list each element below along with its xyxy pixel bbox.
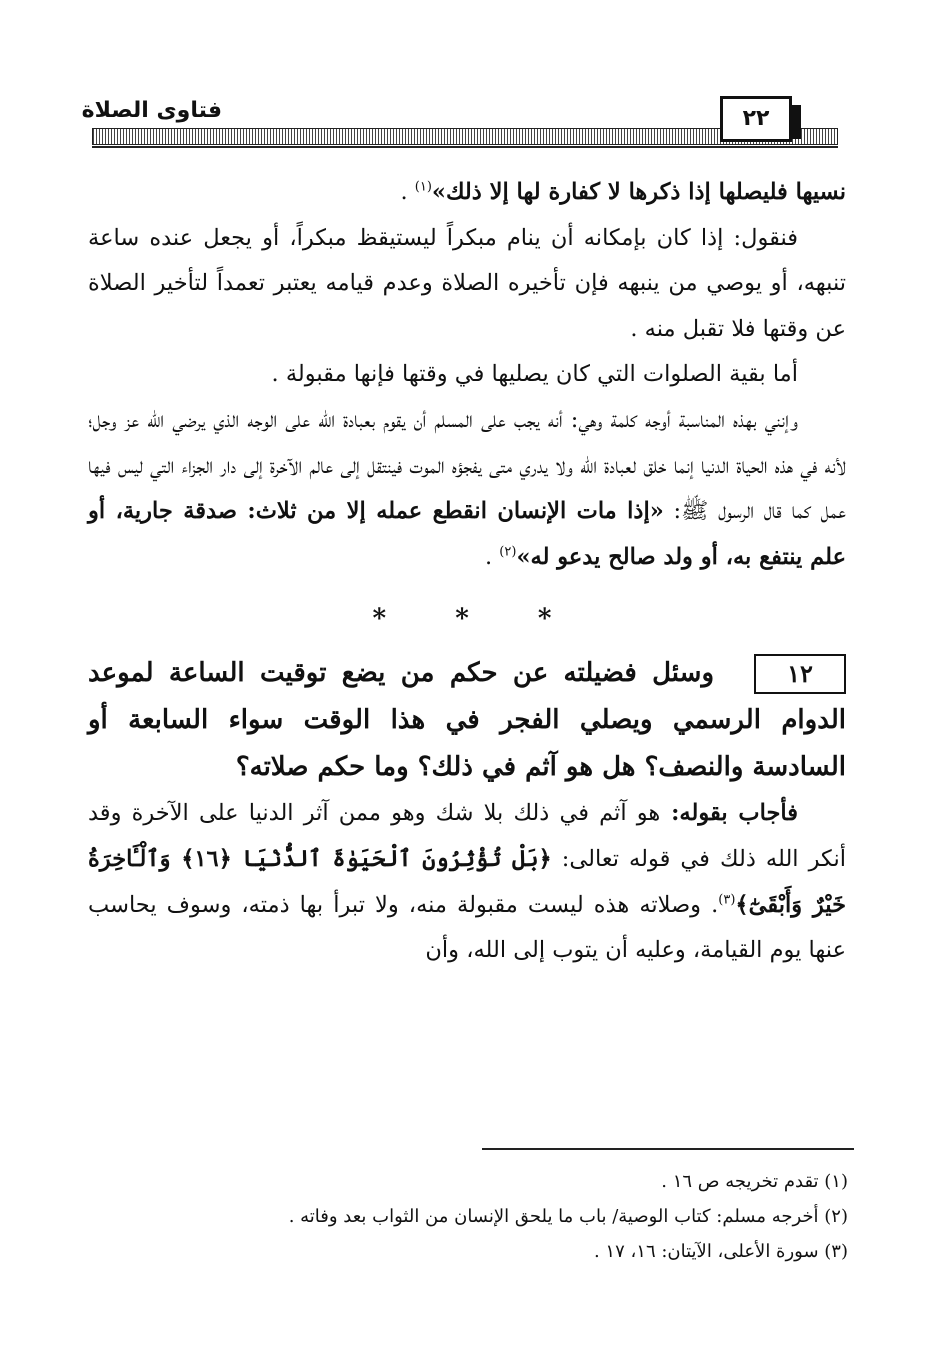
footnote-1: (١) تقدم تخريجه ص ١٦ . [661,1171,848,1192]
footnote-2: (٢) أخرجه مسلم: كتاب الوصية/ باب ما يلحق الإنسان من الثواب بعد وفاته . [288,1206,848,1227]
footnotes [88,1164,848,1269]
footnote-ref-2: (٢) [499,544,517,560]
page-header [0,0,928,150]
answer-text-continued: . وصلاته هذه ليست مقبولة منه، ولا تبرأ بها ذمته، وسوف يحاسب عنها يوم القيامة، وعليه أن يتوب إلى الله، وأن [88,891,846,964]
question-number: ١٢ [754,654,846,694]
page-body [88,170,846,974]
paragraph-answer: فنقول: إذا كان بإمكانه أن ينام مبكراً ليستيقظ مبكراً، أو يجعل عنده ساعة تنبهه، أو يوصي من ينبهه فإن تأخيره الصلاة وعدم قيامه يعتبر تعمداً لتأخير الصلاة عن وقتها فلا تقبل منه . [88,224,846,342]
page-number: ٢٢ [720,96,792,142]
quran-verse: ﴿بَلْ تُؤْثِرُونَ ٱلْحَيَوٰةَ ٱلدُّنْيَا ﴿١٦﴾ وَٱلْـَٔاخِرَةُ خَيْرٌ وَأَبْقَىٰٓ﴾ [88,845,846,918]
answer-text: هو آثم في ذلك بلا شك وهو ممن آثر الدنيا على الآخرة وقد أنكر الله ذلك في قوله تعالى: [88,800,846,872]
paragraph-hadith-end [88,170,846,216]
paragraph-advice [88,398,846,580]
hadith-quote: «إذا مات الإنسان انقطع عمله إلا من ثلاث: صدقة جارية، أو علم ينتفع به، أو ولد صالح يدعو له» [88,498,846,570]
paragraph-remaining-prayers: أما بقية الصلوات التي كان يصليها في وقتها فإنها مقبولة . [271,361,798,388]
paragraph-end: . [400,179,415,205]
footnote-divider [482,1148,854,1150]
header-rule [92,146,838,148]
advice-text: وإنني بهذه المناسبة أوجه كلمة وهي: أنه يجب على المسلم أن يقوم بعبادة الله على الوجه الذي يرضي الله عز وجل؛ لأنه في هذه الحياة الدنيا إنما خلق لعبادة الله ولا يدري متى يفجؤه الموت فينتقل إلى عالم الآخرة إلى دار الجزاء التي ليس فيها عمل كما قال الرسول ﷺ: [88,406,846,525]
question-text: وسئل فضيلته عن حكم من يضع توقيت الساعة لموعد الدوام الرسمي ويصلي الفجر في هذا الوقت سواء السابعة أو السادسة والنصف؟ هل هو آثم في ذلك؟ وما حكم صلاته؟ [88,658,846,783]
paragraph-end: . [484,543,500,570]
question-12 [88,650,846,791]
hadith-text: نسيها فليصلها إذا ذكرها لا كفارة لها إلا ذلك» [431,179,846,205]
footnote-ref-3: (٣) [718,892,736,908]
section-separator: * * * [372,604,582,635]
paragraph-fatwa-answer [88,791,846,973]
footnote-3: (٣) سورة الأعلى، الآيتان: ١٦، ١٧ . [593,1241,848,1262]
footnote-ref-1: (١) [414,179,432,195]
book-title: فتاوى الصلاة [81,98,222,123]
answer-lead: فأجاب بقوله: [660,800,798,827]
